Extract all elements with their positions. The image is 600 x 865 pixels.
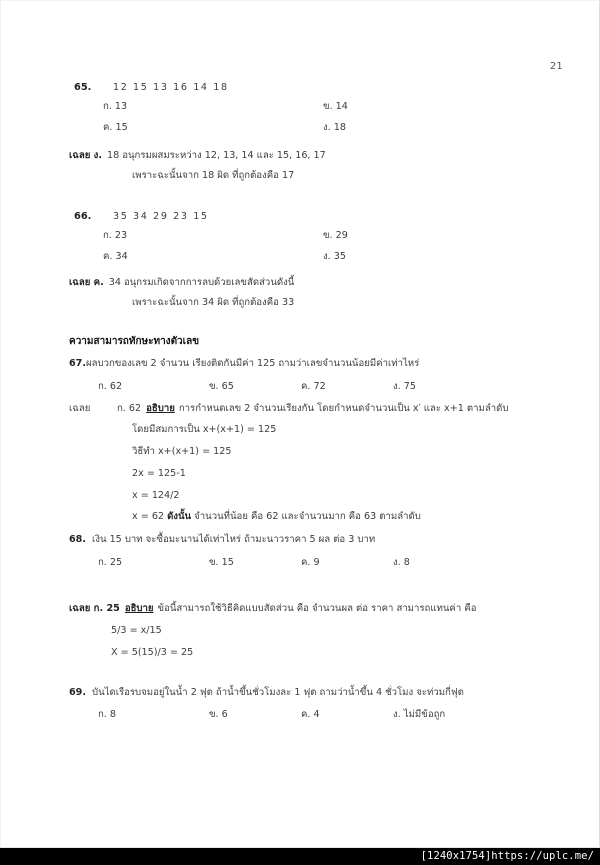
question-68-prompt: เงิน 15 บาท จะซื้อมะนานได้เท่าไหร่ ถ้ามะนาวราคา 5 ผล ต่อ 3 บาท [92, 534, 376, 545]
answer-67-explain-rest: การกำหนดเลข 2 จำนวนเรียงกัน โดยกำหนดจำนวนเป็น x′ และ x+1 ตามลำดับ [178, 403, 509, 414]
answer-66-label: เฉลย ค. [69, 277, 104, 288]
page-content [1, 1, 600, 849]
option-68-d[interactable]: ง. 8 [393, 557, 410, 568]
question-69-prompt: บันไดเรือรบจมอยู่ในน้ำ 2 ฟุต ถ้าน้ำขึ้นชั่วโมงละ 1 ฟุต ถามว่าน้ำขึ้น 4 ชั่วโมง จะท่วมกี่ฟุต [92, 687, 464, 698]
section-heading: ความสามารถทักษะทางตัวเลข [69, 336, 200, 347]
answer-67-prefix: เฉลย [69, 403, 91, 414]
question-67 [69, 359, 419, 369]
answer-67-final [132, 512, 421, 522]
answer-65-label: เฉลย ง. [69, 150, 102, 161]
answer-68-work-1: 5/3 = x/15 [111, 625, 162, 636]
question-67-prompt: ผลบวกของเลข 2 จำนวน เรียงติดกันมีค่า 125 ถามว่าเลขจำนวนน้อยมีค่าเท่าไหร่ [86, 358, 420, 369]
answer-67-work-1: โดยมีสมการเป็น x+(x+1) = 125 [132, 424, 277, 435]
option-66-b[interactable]: ข. 29 [323, 230, 348, 241]
answer-67-final-rest: จำนวนที่น้อย คือ 62 และจำนวนมาก คือ 63 ตามลำดับ [191, 511, 421, 522]
option-65-c[interactable]: ค. 15 [103, 122, 128, 133]
answer-66-line-2: เพราะฉะนั้นจาก 34 ผิด ที่ถูกต้องคือ 33 [132, 297, 295, 308]
answer-68 [69, 604, 476, 614]
option-68-c[interactable]: ค. 9 [301, 557, 320, 568]
option-67-a[interactable]: ก. 62 [98, 381, 123, 392]
question-number-65: 65. [74, 82, 92, 93]
answer-65 [69, 151, 326, 161]
answer-66 [69, 278, 294, 288]
footer-url[interactable]: https://uplc.me/ [491, 850, 594, 862]
question-68 [69, 535, 375, 545]
option-69-d[interactable]: ง. ไม่มีข้อถูก [393, 709, 446, 720]
option-65-a[interactable]: ก. 13 [103, 101, 128, 112]
option-66-d[interactable]: ง. 35 [323, 251, 346, 262]
option-66-c[interactable]: ค. 34 [103, 251, 128, 262]
footer-dimensions: [1240x1754] [420, 850, 492, 862]
answer-67 [117, 404, 508, 414]
question-number-66: 66. [74, 211, 92, 222]
option-67-c[interactable]: ค. 72 [301, 381, 326, 392]
answer-67-final-bold: ดังนั้น [167, 511, 192, 522]
question-65-sequence: 12 15 13 16 14 18 [113, 82, 229, 93]
option-69-c[interactable]: ค. 4 [301, 709, 320, 720]
option-65-b[interactable]: ข. 14 [323, 101, 348, 112]
answer-67-work-3: 2x = 125-1 [132, 468, 186, 479]
question-number-69: 69. [69, 687, 86, 698]
answer-65-line-2: เพราะฉะนั้นจาก 18 ผิด ที่ถูกต้องคือ 17 [132, 170, 295, 181]
answer-67-explain-word: อธิบาย [146, 403, 175, 414]
option-66-a[interactable]: ก. 23 [103, 230, 128, 241]
question-number-67: 67. [69, 358, 86, 369]
page-number: 21 [549, 61, 563, 72]
question-66-sequence: 35 34 29 23 15 [113, 211, 209, 222]
answer-67-final-lead: x = 62 [132, 511, 168, 522]
answer-68-work-2: X = 5(15)/3 = 25 [111, 647, 194, 658]
answer-67-work-2: วิธีทำ x+(x+1) = 125 [132, 446, 232, 457]
option-69-a[interactable]: ก. 8 [98, 709, 117, 720]
question-69 [69, 688, 464, 698]
option-68-b[interactable]: ข. 15 [209, 557, 234, 568]
option-67-d[interactable]: ง. 75 [393, 381, 416, 392]
answer-68-label: เฉลย ก. 25 [69, 603, 120, 614]
answer-67-work-4: x = 124/2 [132, 490, 180, 501]
question-number-68: 68. [69, 534, 86, 545]
option-65-d[interactable]: ง. 18 [323, 122, 346, 133]
option-68-a[interactable]: ก. 25 [98, 557, 123, 568]
footer-watermark [421, 849, 594, 864]
answer-65-line-1: 18 อนุกรมผสมระหว่าง 12, 13, 14 และ 15, 16, 17 [106, 150, 326, 161]
answer-68-explain-word: อธิบาย [124, 603, 154, 614]
answer-67-choice: ก. 62 [117, 403, 142, 414]
option-67-b[interactable]: ข. 65 [209, 381, 234, 392]
answer-66-line-1: 34 อนุกรมเกิดจากการลบด้วยเลขสัดส่วนดังนี้ [108, 277, 295, 288]
answer-68-explain-rest: ข้อนี้สามารถใช้วิธีคิดแบบสัดส่วน คือ จำนวนผล ต่อ ราคา สามารถแทนค่า คือ [157, 603, 477, 614]
option-69-b[interactable]: ข. 6 [209, 709, 228, 720]
